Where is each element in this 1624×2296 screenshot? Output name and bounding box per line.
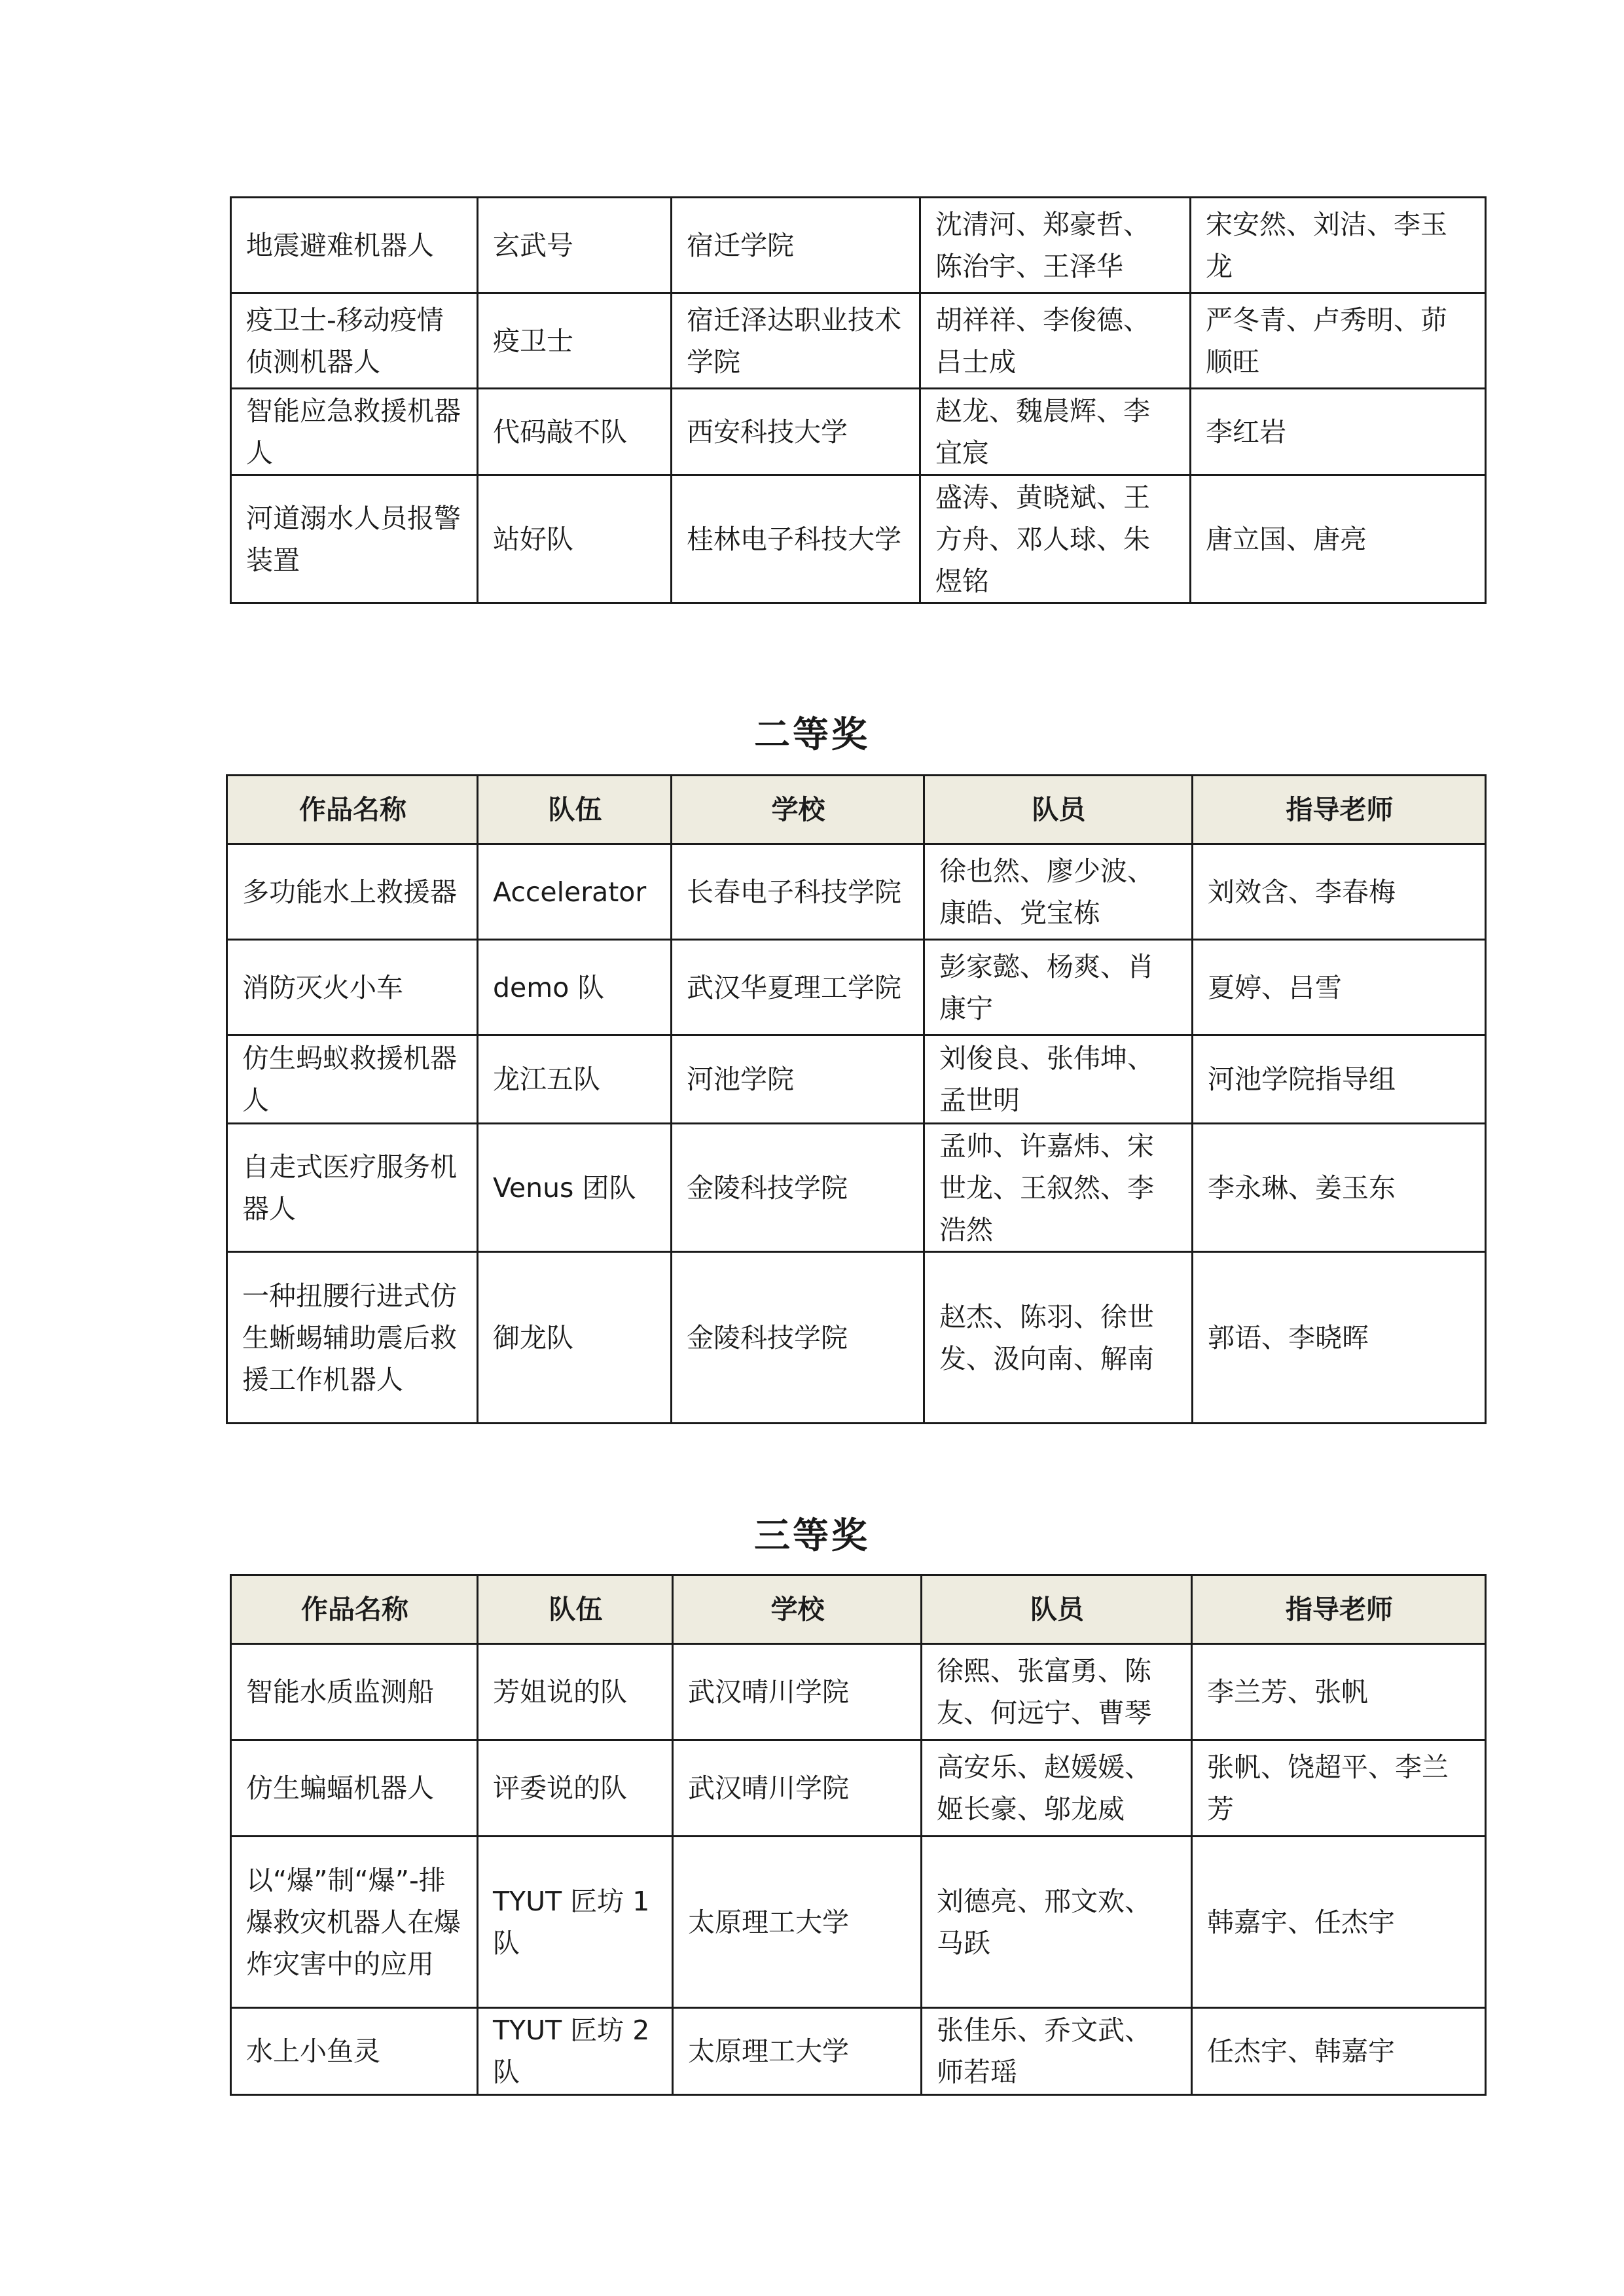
members-cell: 刘德亮、邢文欢、马跃 [922,1837,1192,2008]
team-cell: 站好队 [478,475,672,603]
team-cell: Accelerator [478,844,672,940]
members-cell: 孟帅、许嘉炜、宋世龙、王叙然、李浩然 [924,1124,1193,1252]
table-row [227,844,1486,940]
header-row [231,1575,1486,1644]
second-prize-heading: 二等奖 [753,713,870,755]
members-cell: 赵龙、魏晨辉、李宜宸 [920,389,1191,475]
table-row [231,389,1486,475]
column-header-school: 学校 [672,776,924,844]
column-header-team: 队伍 [478,776,672,844]
column-header-advisors: 指导老师 [1193,776,1486,844]
school-cell: 河池学院 [672,1035,924,1124]
school-cell: 武汉华夏理工学院 [672,940,924,1035]
team-cell: 代码敲不队 [478,389,672,475]
school-cell: 金陵科技学院 [672,1252,924,1424]
table-row [227,940,1486,1035]
members-cell: 高安乐、赵媛媛、姬长豪、邬龙威 [922,1740,1192,1837]
table-row [231,293,1486,389]
members-cell: 徐熙、张富勇、陈友、何远宁、曹琴 [922,1644,1192,1740]
header-row [227,776,1486,844]
school-cell: 太原理工大学 [673,1837,922,2008]
advisors-cell: 宋安然、刘洁、李玉龙 [1191,198,1486,293]
table-row [231,1740,1486,1837]
members-cell: 刘俊良、张伟坤、孟世明 [924,1035,1193,1124]
work-name-cell: 以“爆”制“爆”-排爆救灾机器人在爆炸灾害中的应用 [231,1837,478,2008]
school-cell: 金陵科技学院 [672,1124,924,1252]
advisors-cell: 韩嘉宇、任杰宇 [1192,1837,1486,2008]
team-cell: 疫卫士 [478,293,672,389]
third-prize-heading: 三等奖 [753,1515,870,1556]
table-row [227,1035,1486,1124]
team-cell: Venus 团队 [478,1124,672,1252]
second-prize-table [226,774,1487,1424]
work-name-cell: 消防灭火小车 [227,940,478,1035]
table-row [227,1252,1486,1424]
team-cell: 玄武号 [478,198,672,293]
members-cell: 张佳乐、乔文武、师若瑶 [922,2008,1192,2095]
advisors-cell: 河池学院指导组 [1193,1035,1486,1124]
advisors-cell: 李永琳、姜玉东 [1193,1124,1486,1252]
advisors-cell: 李红岩 [1191,389,1486,475]
table-row [231,475,1486,603]
members-cell: 赵杰、陈羽、徐世发、汲向南、解南 [924,1252,1193,1424]
members-cell: 盛涛、黄晓斌、王方舟、邓人球、朱煜铭 [920,475,1191,603]
advisors-cell: 夏婷、吕雪 [1193,940,1486,1035]
continued-award-table [230,196,1487,604]
work-name-cell: 水上小鱼灵 [231,2008,478,2095]
work-name-cell: 多功能水上救援器 [227,844,478,940]
school-cell: 太原理工大学 [673,2008,922,2095]
team-cell: TYUT 匠坊 2 队 [478,2008,673,2095]
members-cell: 徐也然、廖少波、康皓、党宝栋 [924,844,1193,940]
team-cell: TYUT 匠坊 1 队 [478,1837,673,2008]
work-name-cell: 仿生蝙蝠机器人 [231,1740,478,1837]
work-name-cell: 仿生蚂蚁救援机器人 [227,1035,478,1124]
column-header-work: 作品名称 [231,1575,478,1644]
column-header-team: 队伍 [478,1575,673,1644]
school-cell: 宿迁学院 [672,198,920,293]
advisors-cell: 任杰宇、韩嘉宇 [1192,2008,1486,2095]
school-cell: 武汉晴川学院 [673,1644,922,1740]
team-cell: 御龙队 [478,1252,672,1424]
work-name-cell: 河道溺水人员报警装置 [231,475,478,603]
members-cell: 彭家懿、杨爽、肖康宁 [924,940,1193,1035]
advisors-cell: 张帆、饶超平、李兰芳 [1192,1740,1486,1837]
members-cell: 胡祥祥、李俊德、吕士成 [920,293,1191,389]
work-name-cell: 地震避难机器人 [231,198,478,293]
team-cell: 龙江五队 [478,1035,672,1124]
school-cell: 武汉晴川学院 [673,1740,922,1837]
column-header-school: 学校 [673,1575,922,1644]
column-header-advisors: 指导老师 [1192,1575,1486,1644]
school-cell: 桂林电子科技大学 [672,475,920,603]
column-header-members: 队员 [922,1575,1192,1644]
advisors-cell: 郭语、李晓晖 [1193,1252,1486,1424]
column-header-members: 队员 [924,776,1193,844]
work-name-cell: 智能应急救援机器人 [231,389,478,475]
school-cell: 西安科技大学 [672,389,920,475]
advisors-cell: 李兰芳、张帆 [1192,1644,1486,1740]
advisors-cell: 严冬青、卢秀明、茆顺旺 [1191,293,1486,389]
school-cell: 宿迁泽达职业技术学院 [672,293,920,389]
table-row [231,2008,1486,2095]
work-name-cell: 自走式医疗服务机器人 [227,1124,478,1252]
work-name-cell: 疫卫士-移动疫情侦测机器人 [231,293,478,389]
work-name-cell: 一种扭腰行进式仿生蜥蜴辅助震后救援工作机器人 [227,1252,478,1424]
table-row [227,1124,1486,1252]
school-cell: 长春电子科技学院 [672,844,924,940]
table-row [231,198,1486,293]
team-cell: demo 队 [478,940,672,1035]
column-header-work: 作品名称 [227,776,478,844]
table-row [231,1644,1486,1740]
advisors-cell: 唐立国、唐亮 [1191,475,1486,603]
team-cell: 评委说的队 [478,1740,673,1837]
third-prize-table [230,1574,1487,2096]
table-row [231,1837,1486,2008]
members-cell: 沈清河、郑豪哲、陈治宇、王泽华 [920,198,1191,293]
team-cell: 芳姐说的队 [478,1644,673,1740]
advisors-cell: 刘效含、李春梅 [1193,844,1486,940]
work-name-cell: 智能水质监测船 [231,1644,478,1740]
